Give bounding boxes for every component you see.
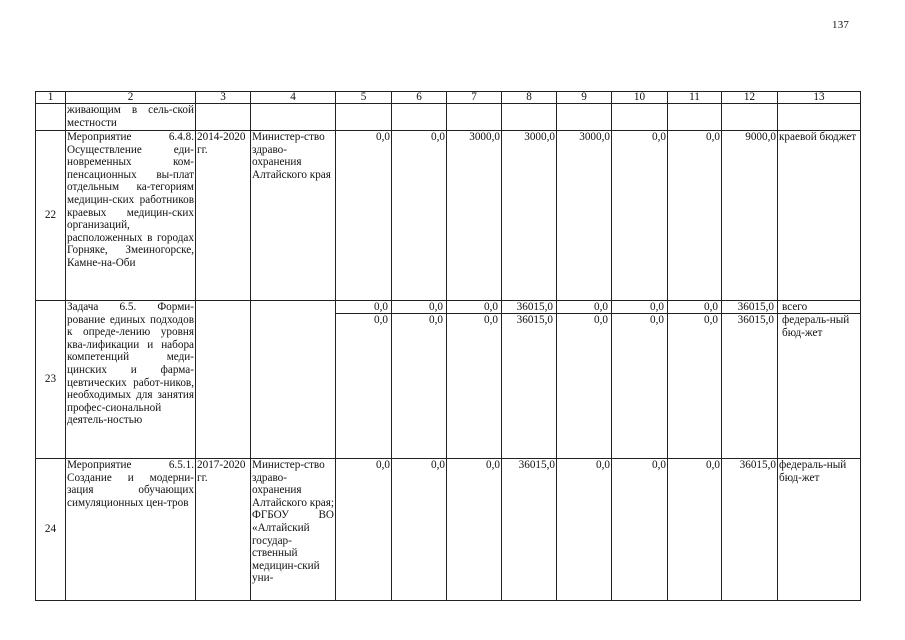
value-total: 0,0 — [668, 301, 721, 314]
row-description: Мероприятие 6.5.1. Создание и модерни-зация обучающих симуляционных цен-тров — [66, 459, 196, 601]
value-cell: 0,0 — [392, 131, 447, 301]
table-row — [36, 459, 861, 601]
empty-cell — [336, 104, 392, 131]
value-total: 0,0 — [612, 301, 667, 314]
value-cell-split — [612, 301, 668, 459]
empty-cell — [612, 104, 668, 131]
value-cell: 0,0 — [336, 459, 392, 601]
row-executor — [251, 301, 336, 459]
header-cell: 11 — [668, 92, 722, 104]
header-cell: 6 — [392, 92, 447, 104]
funding-source: федераль-ный бюд-жет — [778, 459, 861, 601]
row-index: 23 — [36, 301, 66, 459]
header-cell: 1 — [36, 92, 66, 104]
empty-cell — [251, 104, 336, 131]
value-cell: 0,0 — [668, 459, 722, 601]
header-cell: 9 — [557, 92, 612, 104]
value-federal: 36015,0 — [737, 314, 774, 326]
value-cell-split — [668, 301, 722, 459]
value-cell: 0,0 — [336, 131, 392, 301]
budget-table — [35, 91, 861, 601]
value-cell-split — [557, 301, 612, 459]
empty-cell — [502, 104, 557, 131]
value-federal: 0,0 — [704, 314, 718, 326]
table-row — [36, 131, 861, 301]
funding-source-total: всего — [778, 301, 860, 314]
value-federal: 0,0 — [429, 314, 443, 326]
empty-cell — [668, 104, 722, 131]
value-cell-split — [502, 301, 557, 459]
page-number: 137 — [832, 19, 850, 31]
value-total: 0,0 — [447, 301, 501, 314]
header-cell: 7 — [447, 92, 502, 104]
header-cell: 10 — [612, 92, 668, 104]
table-row — [36, 301, 861, 459]
row-description: Задача 6.5. Форми-рование единых подходов к опреде-лению уровня ква-лификации и набора компетенций меди-цинских и фарма-цевтических работ-ников, необходимых для занятия профес-сиональной деятель-ностью — [66, 301, 196, 459]
row-executor: Министер-ство здраво-охранения Алтайского края; ФГБОУ ВО «Алтайский государ-ственный медицин-ский уни- — [251, 459, 336, 601]
value-total: 0,0 — [392, 301, 446, 314]
value-total: 36015,0 — [722, 301, 777, 314]
row-period: 2017-2020 гг. — [196, 459, 251, 601]
header-cell: 12 — [722, 92, 778, 104]
empty-cell — [778, 104, 861, 131]
value-cell: 3000,0 — [502, 131, 557, 301]
value-cell: 0,0 — [612, 131, 668, 301]
value-cell-split — [336, 301, 392, 459]
value-cell: 3000,0 — [447, 131, 502, 301]
value-cell-split — [447, 301, 502, 459]
value-cell: 0,0 — [557, 459, 612, 601]
value-cell: 0,0 — [392, 459, 447, 601]
funding-source-federal: федераль-ный бюд-жет — [782, 314, 850, 339]
value-cell-split — [722, 301, 778, 459]
empty-cell — [557, 104, 612, 131]
value-cell: 0,0 — [612, 459, 668, 601]
row-description: Мероприятие 6.4.8. Осуществление еди-новременных ком-пенсационных вы-плат отдельным ка-тегориям медицин-ских работников краевых медицин-ских организаций, расположенных в городах Горняке, Змеиногорске, Камне-на-Оби — [66, 131, 196, 301]
value-federal: 0,0 — [594, 314, 608, 326]
row-period — [196, 301, 251, 459]
row-period: 2014-2020 гг. — [196, 131, 251, 301]
value-total: 0,0 — [336, 301, 391, 314]
row-index: 24 — [36, 459, 66, 601]
header-cell: 8 — [502, 92, 557, 104]
row-index — [36, 104, 66, 131]
value-cell: 3000,0 — [557, 131, 612, 301]
value-cell: 36015,0 — [722, 459, 778, 601]
empty-cell — [447, 104, 502, 131]
value-cell: 36015,0 — [502, 459, 557, 601]
value-total: 36015,0 — [502, 301, 556, 314]
value-cell-split — [392, 301, 447, 459]
header-cell: 4 — [251, 92, 336, 104]
value-cell: 0,0 — [447, 459, 502, 601]
row-index: 22 — [36, 131, 66, 301]
value-federal: 0,0 — [374, 314, 388, 326]
value-cell: 9000,0 — [722, 131, 778, 301]
empty-cell — [722, 104, 778, 131]
table-row-continuation — [36, 104, 861, 131]
value-federal: 36015,0 — [516, 314, 553, 326]
value-federal: 0,0 — [484, 314, 498, 326]
empty-cell — [196, 104, 251, 131]
empty-cell — [392, 104, 447, 131]
row-description: живающим в сель-ской местности — [67, 104, 194, 129]
funding-source-split — [778, 301, 861, 459]
header-cell: 13 — [778, 92, 861, 104]
value-cell: 0,0 — [668, 131, 722, 301]
value-federal: 0,0 — [650, 314, 664, 326]
value-total: 0,0 — [557, 301, 611, 314]
header-cell: 2 — [66, 92, 196, 104]
funding-source: краевой бюджет — [778, 131, 861, 301]
header-row — [36, 92, 861, 104]
header-cell: 3 — [196, 92, 251, 104]
row-executor: Министер-ство здраво-охранения Алтайского края — [251, 131, 336, 301]
header-cell: 5 — [336, 92, 392, 104]
